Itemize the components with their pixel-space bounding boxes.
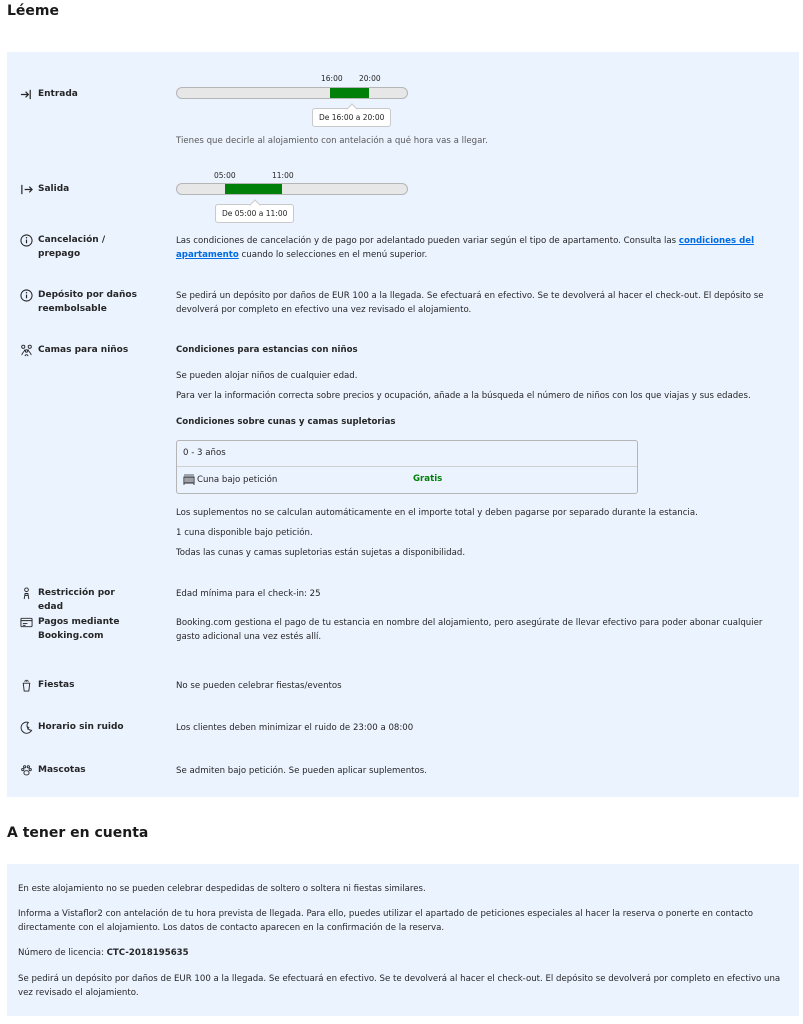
age-label: Restricción por edad: [38, 588, 115, 612]
crib-policy-table: [176, 440, 638, 494]
checkin-label: Entrada: [38, 89, 78, 99]
crib-price: Gratis: [413, 474, 443, 484]
person-icon: [18, 586, 34, 600]
readme-heading: Léeme: [7, 3, 59, 19]
cancellation-text-part: Las condiciones de cancelación y de pago por adelantado pueden variar según el tipo de apartamento. Consulta las: [176, 236, 679, 246]
crib-availability-note: 1 cuna disponible bajo petición.: [176, 528, 313, 538]
checkout-row-label: [18, 182, 138, 196]
notes-paragraph-1: En este alojamiento no se pueden celebrar despedidas de soltero o soltera ni fiestas similares.: [18, 884, 426, 894]
notes-paragraph-4: Se pedirá un depósito por daños de EUR 100 a la llegada. Se efectuará en efectivo. Se te devolverá al hacer el check-out. El depósito se devolverá por completo en efectivo una vez revisado el alojamiento.: [18, 974, 781, 998]
checkin-time-track: [176, 87, 408, 99]
arrow-out-icon: [18, 182, 34, 196]
pets-row-label: [18, 763, 138, 777]
crib-label: Cuna bajo petición: [197, 474, 278, 485]
quiet-label: Horario sin ruido: [38, 722, 124, 732]
moon-icon: [18, 720, 34, 734]
cancellation-text: [176, 234, 788, 262]
quiet-text: Los clientes deben minimizar el ruido de 23:00 a 08:00: [176, 723, 414, 733]
info-icon: [18, 233, 34, 247]
pets-text: Se admiten bajo petición. Se pueden aplicar suplementos.: [176, 766, 427, 776]
age-row-label: [18, 586, 138, 614]
checkin-row-label: [18, 87, 138, 101]
parties-row-label: [18, 678, 138, 692]
checkin-tick-from: 16:00: [321, 74, 343, 83]
crib-row: [183, 474, 277, 485]
children-conditions-heading: Condiciones para estancias con niños: [176, 345, 358, 355]
arrow-in-icon: [18, 87, 34, 101]
license-number: [18, 946, 788, 960]
checkout-time-track: [176, 183, 408, 195]
payments-text: Booking.com gestiona el pago de tu estancia en nombre del alojamiento, pero asegúrate de llevar efectivo para poder abonar cualquier gasto adicional una vez estés allí.: [176, 618, 763, 642]
license-value: CTC-2018195635: [106, 948, 189, 958]
info-icon: [18, 288, 34, 302]
checkout-label: Salida: [38, 184, 70, 194]
checkin-tick-to: 20:00: [359, 74, 381, 83]
cribs-conditions-heading: Condiciones sobre cunas y camas supletorias: [176, 417, 396, 427]
checkout-tick-to: 11:00: [272, 171, 294, 180]
crib-icon: [183, 474, 195, 485]
deposit-label: Depósito por daños reembolsable: [38, 290, 137, 314]
cancellation-label: Cancelación / prepago: [38, 235, 106, 259]
deposit-row-label: [18, 288, 138, 316]
notes-heading: A tener en cuenta: [7, 825, 149, 841]
age-text: Edad mínima para el check-in: 25: [176, 589, 321, 599]
quiet-row-label: [18, 720, 138, 734]
paw-icon: [18, 763, 34, 777]
payments-row-label: [18, 615, 138, 643]
crib-age-range: 0 - 3 años: [177, 441, 637, 467]
family-icon: [18, 343, 34, 357]
checkin-note: Tienes que decirle al alojamiento con antelación a qué hora vas a llegar.: [176, 136, 488, 146]
children-row-label: [18, 343, 138, 357]
checkout-tooltip: De 05:00 a 11:00: [215, 204, 294, 223]
children-line-2: Para ver la información correcta sobre precios y ocupación, añade a la búsqueda el número de niños con los que viajas y sus edades.: [176, 391, 751, 401]
checkout-time-range: [225, 184, 283, 194]
checkin-time-range: [330, 88, 368, 98]
deposit-text: Se pedirá un depósito por daños de EUR 100 a la llegada. Se efectuará en efectivo. Se te devolverá al hacer el check-out. El depósito se devolverá por completo en efectivo una vez revisado el alojamiento.: [176, 291, 764, 315]
notes-paragraph-2: Informa a Vistaflor2 con antelación de tu hora prevista de llegada. Para ello, puedes utilizar el apartado de peticiones especiales al hacer la reserva o ponerte en contacto directamente con el alojamiento. Los datos de contacto aparecen en la confirmación de la reserva.: [18, 909, 754, 933]
parties-label: Fiestas: [38, 680, 75, 690]
children-label: Camas para niños: [38, 345, 129, 355]
checkout-tick-from: 05:00: [214, 171, 236, 180]
checkin-tooltip: De 16:00 a 20:00: [312, 108, 391, 127]
apartment-conditions-link[interactable]: condiciones del apartamento: [176, 236, 755, 260]
supplements-note: Los suplementos no se calculan automáticamente en el importe total y deben pagarse por separado durante la estancia.: [176, 508, 698, 518]
cancellation-text-part: cuando lo selecciones en el menú superior.: [238, 250, 428, 260]
cancellation-row-label: [18, 233, 138, 261]
cribs-subject-note: Todas las cunas y camas supletorias están sujetas a disponibilidad.: [176, 548, 466, 558]
payments-label: Pagos mediante Booking.com: [38, 617, 120, 641]
license-label: Número de licencia:: [18, 948, 107, 958]
party-icon: [18, 678, 34, 692]
parties-text: No se pueden celebrar fiestas/eventos: [176, 681, 342, 691]
pets-label: Mascotas: [38, 765, 86, 775]
children-line-1: Se pueden alojar niños de cualquier edad.: [176, 371, 358, 381]
credit-card-icon: [18, 615, 34, 629]
